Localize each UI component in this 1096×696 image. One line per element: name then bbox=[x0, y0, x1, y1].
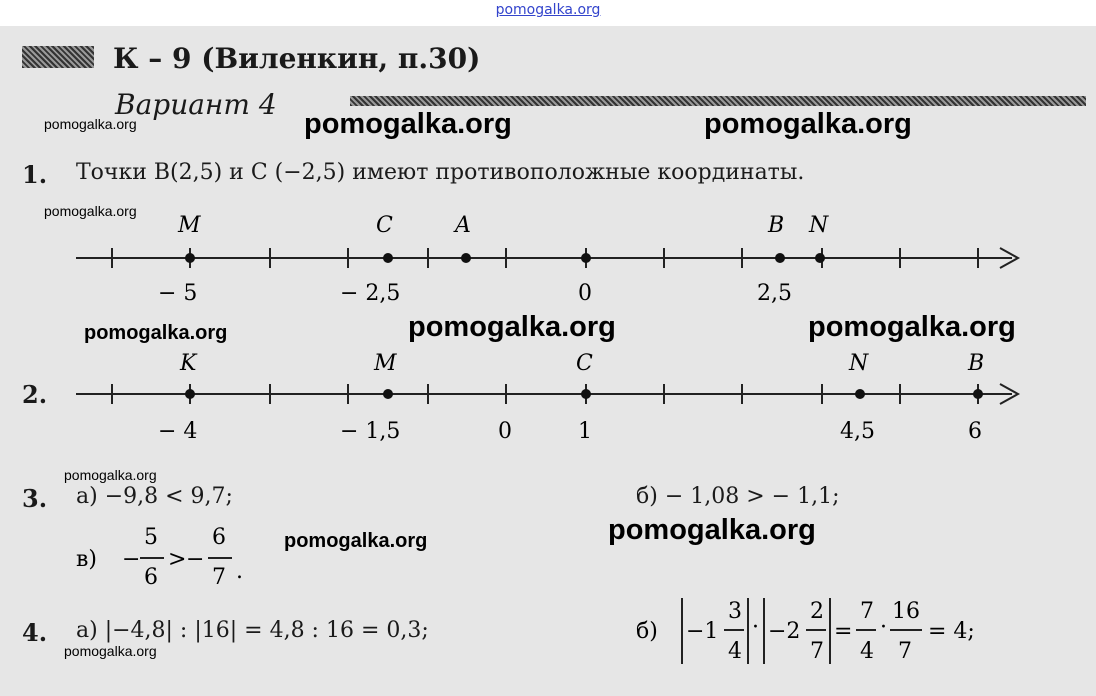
header-hatch-block bbox=[22, 46, 94, 68]
task2-number: 2. bbox=[22, 380, 48, 409]
watermark: pomogalka.org bbox=[304, 108, 512, 140]
denominator: 7 bbox=[898, 639, 912, 664]
dot-operator: · bbox=[752, 615, 759, 640]
task3-part-a: а) −9,8 < 9,7; bbox=[76, 484, 233, 509]
tick-label: 4,5 bbox=[840, 419, 875, 444]
point-label-c: C bbox=[576, 351, 593, 376]
watermark: pomogalka.org bbox=[284, 530, 428, 552]
numerator: 5 bbox=[144, 525, 158, 550]
tick-label: − 4 bbox=[158, 419, 198, 444]
numerator: 6 bbox=[212, 525, 226, 550]
watermark: pomogalka.org bbox=[64, 643, 157, 659]
numerator: 7 bbox=[860, 599, 874, 624]
number-line-2 bbox=[0, 340, 1096, 450]
watermark: pomogalka.org bbox=[808, 311, 1016, 343]
equals-sign: = bbox=[834, 619, 853, 644]
task3-part-v bbox=[60, 520, 280, 596]
tick-label: 0 bbox=[578, 281, 592, 306]
task1-text: Точки B(2,5) и C (−2,5) имеют противоположные координаты. bbox=[76, 160, 805, 185]
watermark: pomogalka.org bbox=[44, 116, 137, 132]
variant-heading: Вариант 4 bbox=[115, 88, 277, 121]
point-label-c: C bbox=[376, 213, 393, 238]
task3-part-b: б) − 1,08 > − 1,1; bbox=[636, 484, 840, 509]
point-label-m: M bbox=[374, 351, 397, 376]
task1-number: 1. bbox=[22, 160, 48, 189]
task4-part-b bbox=[630, 590, 990, 670]
point-n bbox=[815, 253, 825, 263]
denominator: 7 bbox=[810, 639, 824, 664]
point-k bbox=[185, 389, 195, 399]
point-c bbox=[581, 389, 591, 399]
site-link[interactable]: pomogalka.org bbox=[495, 2, 601, 18]
variant-hatch-bar bbox=[350, 96, 1086, 106]
numerator: 16 bbox=[892, 599, 920, 624]
watermark: pomogalka.org bbox=[44, 203, 137, 219]
task3-number: 3. bbox=[22, 484, 48, 513]
point-label-b: B bbox=[968, 351, 985, 376]
tick-label: 6 bbox=[968, 419, 982, 444]
tick-label: 0 bbox=[498, 419, 512, 444]
number-line-1 bbox=[0, 200, 1096, 310]
watermark: pomogalka.org bbox=[704, 108, 912, 140]
watermark: pomogalka.org bbox=[408, 311, 616, 343]
point-b bbox=[973, 389, 983, 399]
point-label-b: B bbox=[768, 213, 785, 238]
tick-label: 2,5 bbox=[757, 281, 792, 306]
point-b bbox=[775, 253, 785, 263]
point-c bbox=[383, 253, 393, 263]
watermark: pomogalka.org bbox=[64, 467, 157, 483]
numerator: 2 bbox=[810, 599, 824, 624]
numerator: 3 bbox=[728, 599, 742, 624]
whole-part: −2 bbox=[768, 619, 801, 644]
task4-number: 4. bbox=[22, 618, 48, 647]
result: = 4; bbox=[928, 619, 975, 644]
denominator: 6 bbox=[144, 565, 158, 590]
tick-label: − 2,5 bbox=[340, 281, 401, 306]
point-label-n: N bbox=[849, 351, 869, 376]
page-title: К – 9 (Виленкин, п.30) bbox=[113, 42, 481, 75]
point-n bbox=[855, 389, 865, 399]
task3-v-prefix: в) bbox=[76, 547, 97, 572]
point-origin bbox=[581, 253, 591, 263]
point-label-n: N bbox=[809, 213, 829, 238]
task4-b-prefix: б) bbox=[636, 619, 658, 644]
watermark: pomogalka.org bbox=[84, 322, 228, 344]
tick-label: − 1,5 bbox=[340, 419, 401, 444]
minus-sign: − bbox=[186, 547, 205, 572]
relation-sign: > bbox=[168, 547, 187, 572]
point-label-a: A bbox=[455, 213, 471, 238]
point-label-k: K bbox=[180, 351, 197, 376]
minus-sign: − bbox=[122, 547, 141, 572]
watermark: pomogalka.org bbox=[608, 514, 816, 546]
point-m bbox=[185, 253, 195, 263]
point-m bbox=[383, 389, 393, 399]
end-dot: . bbox=[236, 559, 243, 584]
denominator: 4 bbox=[728, 639, 742, 664]
task4-part-a: а) |−4,8| : |16| = 4,8 : 16 = 0,3; bbox=[76, 618, 429, 643]
point-label-m: M bbox=[178, 213, 201, 238]
whole-part: −1 bbox=[686, 619, 719, 644]
denominator: 7 bbox=[212, 565, 226, 590]
tick-label: − 5 bbox=[158, 281, 198, 306]
tick-label: 1 bbox=[578, 419, 592, 444]
dot-operator: · bbox=[880, 615, 887, 640]
denominator: 4 bbox=[860, 639, 874, 664]
point-a bbox=[461, 253, 471, 263]
